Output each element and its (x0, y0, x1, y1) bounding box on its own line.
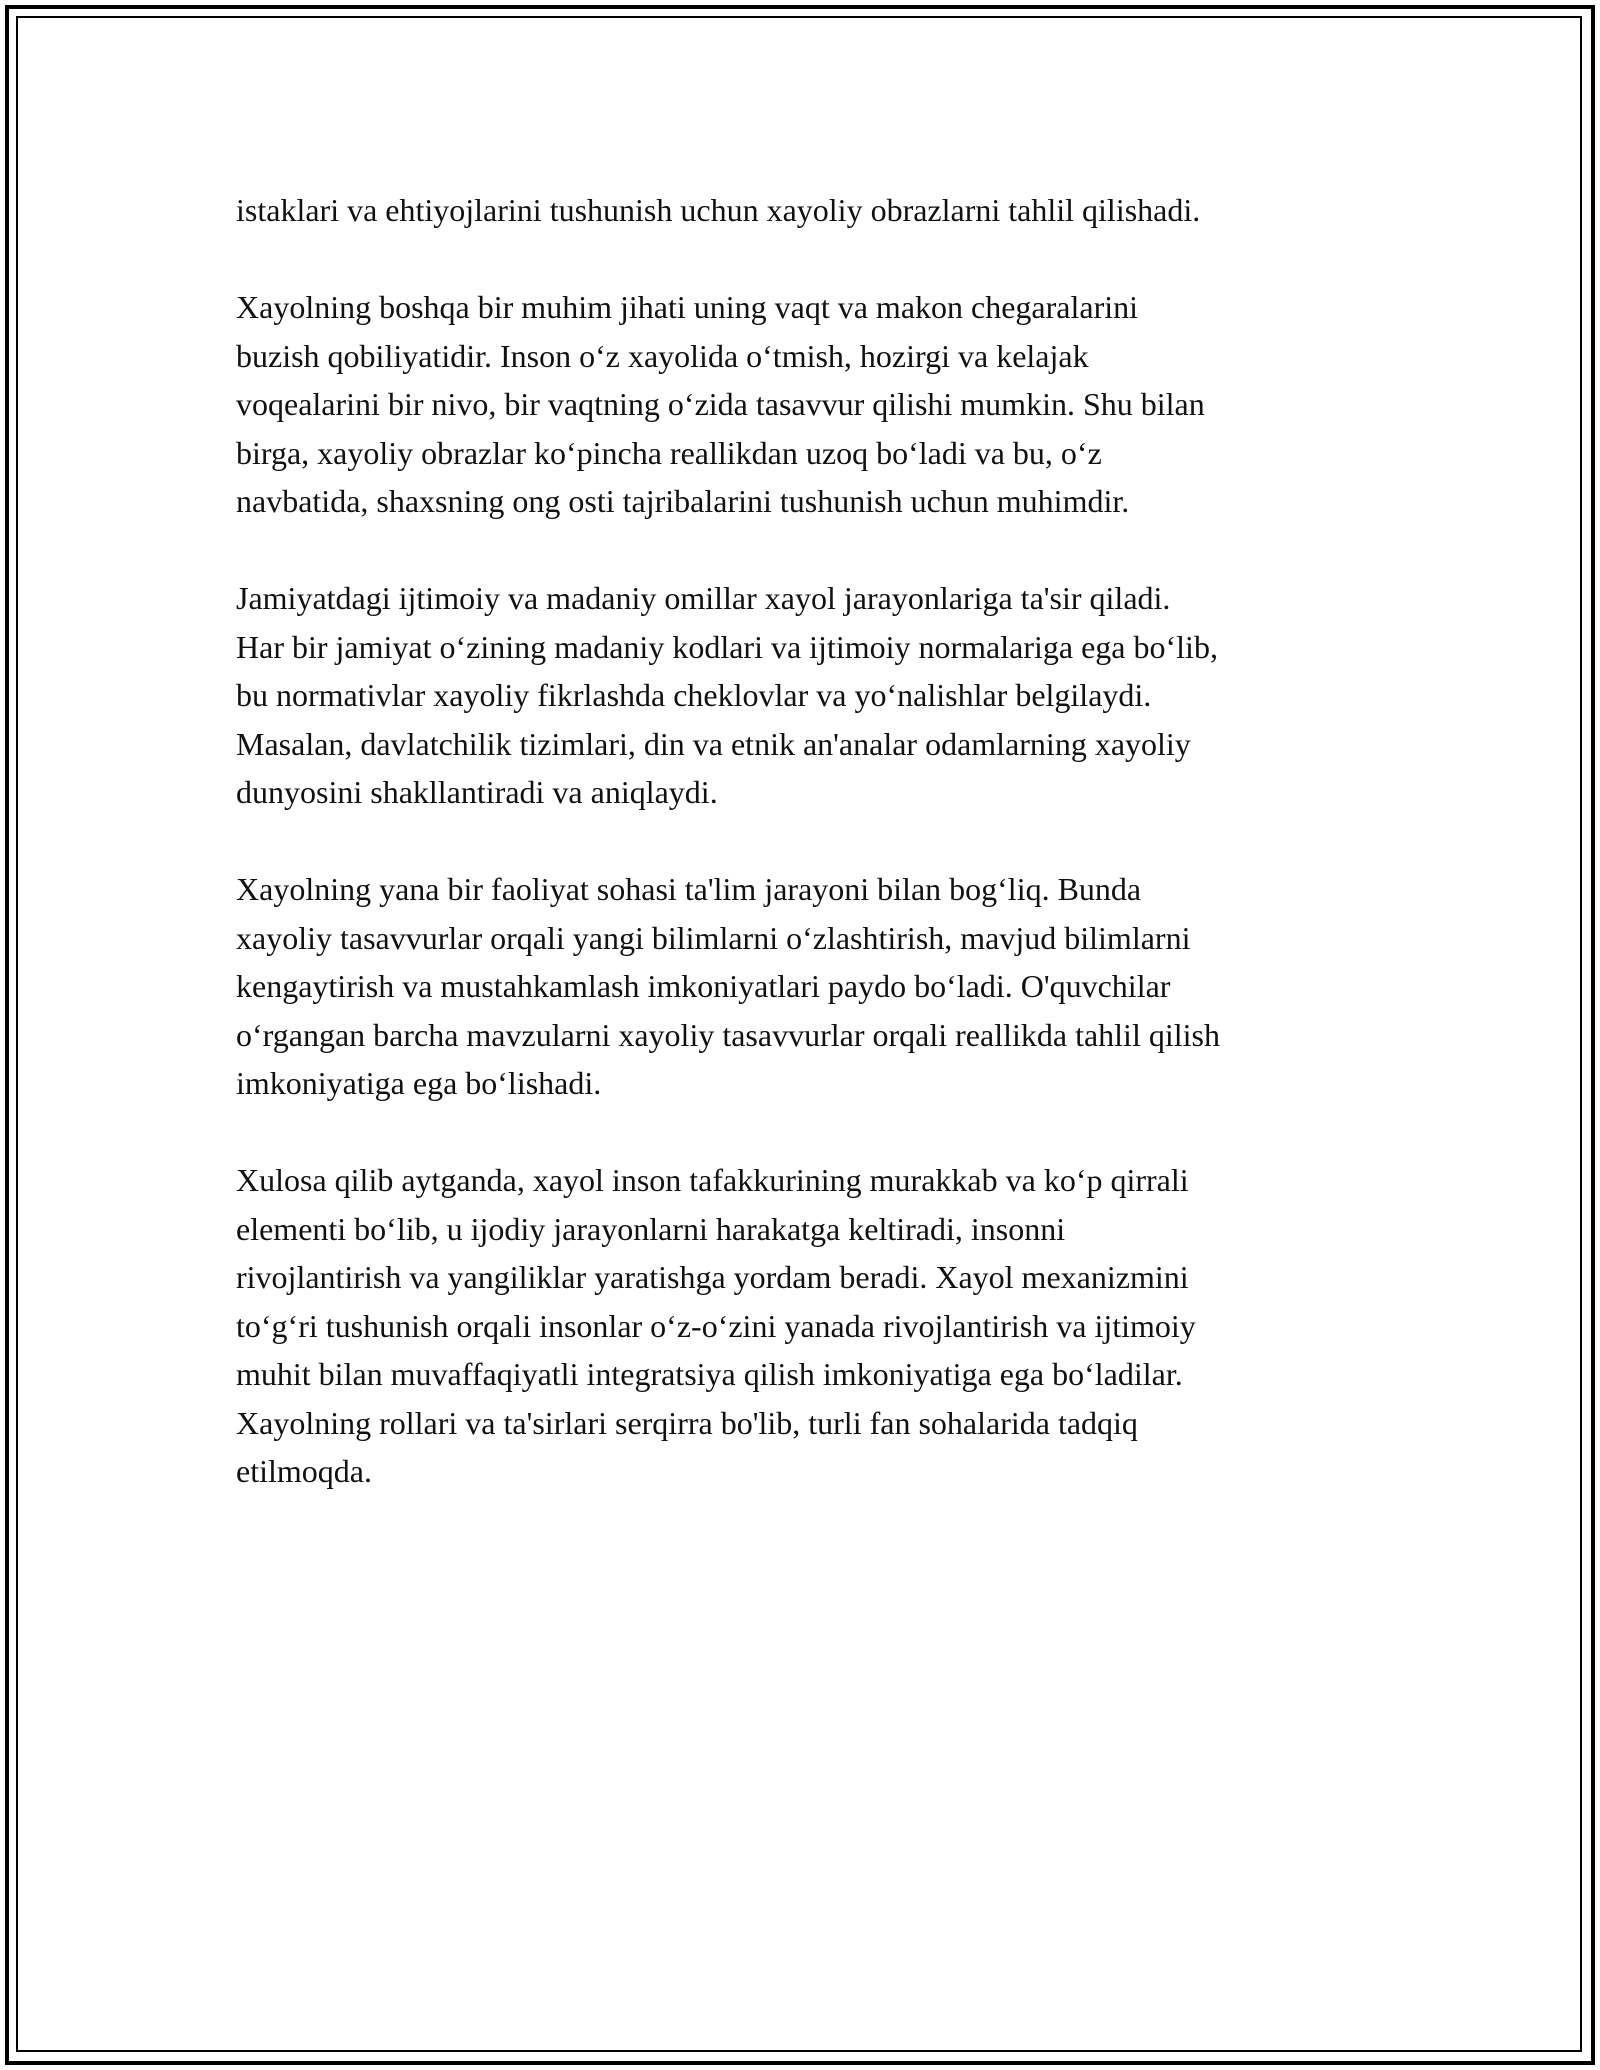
document-body (236, 186, 1386, 1544)
text-line: Jamiyatdagi ijtimoiy va madaniy omillar xayol jarayonlariga ta'sir qiladi. (236, 580, 1171, 616)
text-line: imkoniyatiga ega bo‘lishadi. (236, 1065, 602, 1101)
text-line: rivojlantirish va yangiliklar yaratishga yordam beradi. Xayol mexanizmini (236, 1259, 1189, 1295)
text-line: istaklari va ehtiyojlarini tushunish uchun xayoliy obrazlarni tahlil qilishadi. (236, 192, 1201, 228)
paragraph-4 (236, 865, 1386, 1108)
text-line: kengaytirish va mustahkamlash imkoniyatlari paydo bo‘ladi. O'quvchilar (236, 968, 1171, 1004)
text-line: Har bir jamiyat o‘zining madaniy kodlari va ijtimoiy normalariga ega bo‘lib, (236, 628, 1218, 665)
text-line: Xulosa qilib aytganda, xayol inson tafakkurining murakkab va ko‘p qirrali (236, 1162, 1189, 1198)
paragraph-5 (236, 1156, 1386, 1496)
paragraph-2 (236, 283, 1386, 526)
text-line: elementi bo‘lib, u ijodiy jarayonlarni harakatga keltiradi, insonni (236, 1210, 1066, 1247)
text-line: Xayolning boshqa bir muhim jihati uning vaqt va makon chegaralarini (236, 289, 1139, 325)
text-line: xayoliy tasavvurlar orqali yangi bilimlarni o‘zlashtirish, mavjud bilimlarni (236, 919, 1191, 956)
paragraph-1 (236, 186, 1386, 235)
text-line: Masalan, davlatchilik tizimlari, din va etnik an'analar odamlarning xayoliy (236, 725, 1191, 762)
text-line: etilmoqda. (236, 1453, 372, 1489)
paragraph-3 (236, 574, 1386, 817)
text-line: dunyosini shakllantiradi va aniqlaydi. (236, 774, 718, 810)
text-line: buzish qobiliyatidir. Inson o‘z xayolida o‘tmish, hozirgi va kelajak (236, 337, 1089, 374)
text-line: Xayolning rollari va ta'sirlari serqirra bo'lib, turli fan sohalarida tadqiq (236, 1404, 1138, 1441)
text-line: o‘rgangan barcha mavzularni xayoliy tasavvurlar orqali reallikda tahlil qilish (236, 1016, 1220, 1053)
text-line: to‘g‘ri tushunish orqali insonlar o‘z-o‘zini yanada rivojlantirish va ijtimoiy (236, 1307, 1196, 1344)
text-line: bu normativlar xayoliy fikrlashda cheklovlar va yo‘nalishlar belgilaydi. (236, 677, 1152, 713)
text-line: voqealarini bir nivo, bir vaqtning o‘zida tasavvur qilishi mumkin. Shu bilan (236, 386, 1205, 422)
text-line: Xayolning yana bir faoliyat sohasi ta'lim jarayoni bilan bog‘liq. Bunda (236, 871, 1142, 907)
text-line: navbatida, shaxsning ong osti tajribalarini tushunish uchun muhimdir. (236, 483, 1130, 519)
text-line: birga, xayoliy obrazlar ko‘pincha reallikdan uzoq bo‘ladi va bu, o‘z (236, 434, 1102, 471)
text-line: muhit bilan muvaffaqiyatli integratsiya qilish imkoniyatiga ega bo‘ladilar. (236, 1356, 1183, 1392)
